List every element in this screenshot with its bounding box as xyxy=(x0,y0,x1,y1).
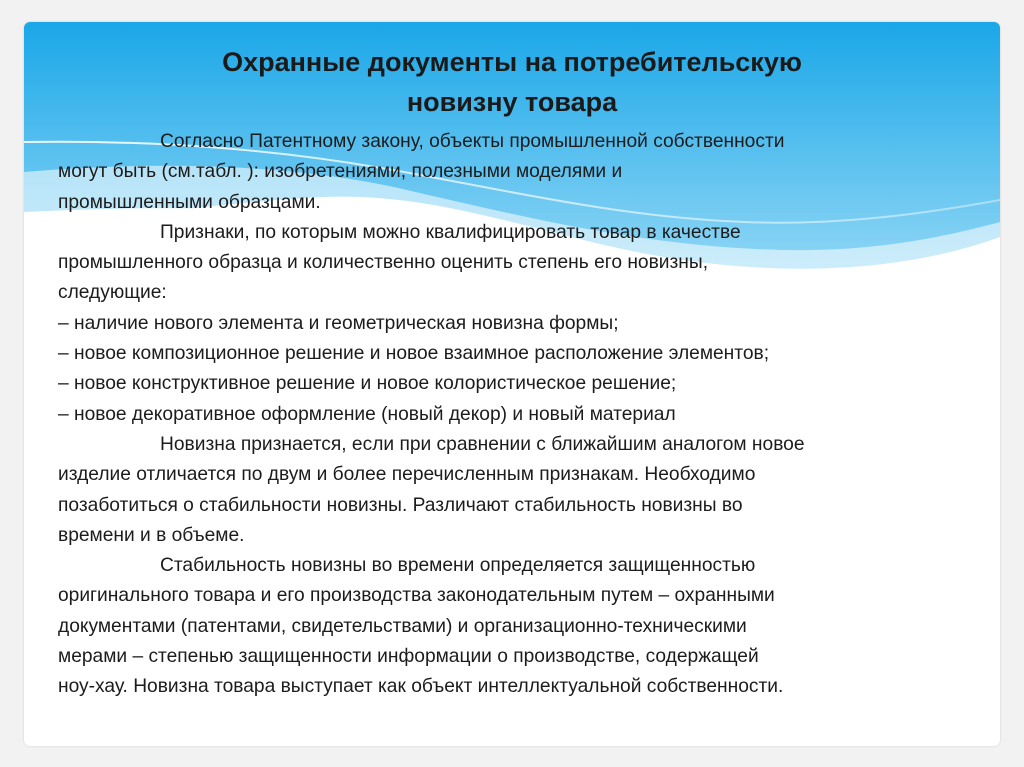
paragraph-patent-law xyxy=(58,127,988,218)
text-line: времени и в объеме. xyxy=(58,524,245,546)
criteria-list xyxy=(58,309,988,430)
list-item: – новое декоративное оформление (новый декор) и новый материал xyxy=(58,403,676,425)
slide-body xyxy=(58,127,988,703)
list-item: – наличие нового элемента и геометрическая новизна формы; xyxy=(58,312,619,334)
text-line: промышленного образца и количественно оценить степень его новизны, xyxy=(58,252,709,274)
text-line: Признаки, по которым можно квалифицировать товар в качестве xyxy=(160,221,741,243)
text-line: ноу-хау. Новизна товара выступает как объект интеллектуальной собственности. xyxy=(58,676,784,698)
text-line: могут быть (см.табл. ): изобретениями, полезными моделями и xyxy=(58,161,623,183)
slide xyxy=(24,22,1000,746)
text-line: позаботиться о стабильности новизны. Различают стабильность новизны во xyxy=(58,494,743,516)
text-line: изделие отличается по двум и более перечисленным признакам. Необходимо xyxy=(58,464,756,486)
text-line: оригинального товара и его производства законодательным путем – охранными xyxy=(58,585,775,607)
title-line: Охранные документы на потребительскую xyxy=(222,47,802,77)
text-line: Согласно Патентному закону, объекты промышленной собственности xyxy=(160,131,785,152)
slide-title xyxy=(24,42,1000,122)
paragraph-criteria xyxy=(58,218,988,309)
text-line: следующие: xyxy=(58,282,167,304)
list-item: – новое композиционное решение и новое взаимное расположение элементов; xyxy=(58,343,770,365)
paragraph-stability xyxy=(58,551,988,702)
paragraph-novelty xyxy=(58,430,988,551)
text-line: промышленными образцами. xyxy=(58,191,321,213)
title-line: новизну товара xyxy=(406,87,618,117)
text-line: мерами – степенью защищенности информации о производстве, содержащей xyxy=(58,646,759,668)
text-line: Стабильность новизны во времени определяется защищенностью xyxy=(160,555,756,577)
text-line: документами (патентами, свидетельствами) и организационно-техническими xyxy=(58,615,747,637)
text-line: Новизна признается, если при сравнении с ближайшим аналогом новое xyxy=(160,433,805,455)
list-item: – новое конструктивное решение и новое колористическое решение; xyxy=(58,373,677,395)
